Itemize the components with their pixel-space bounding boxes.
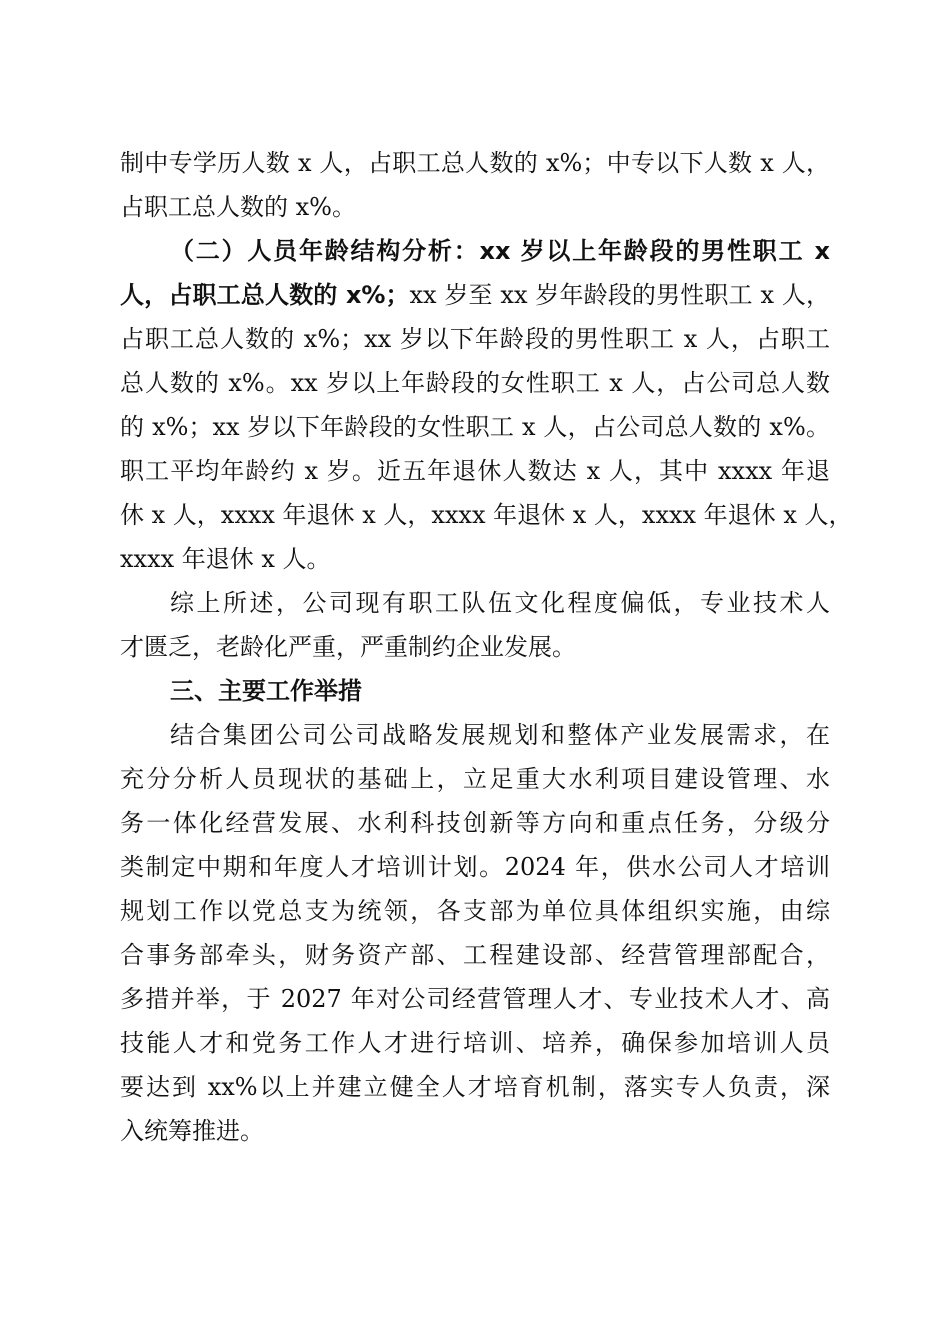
- text-line: 结合集团公司公司战略发展规划和整体产业发展需求，在: [170, 721, 830, 749]
- text-line: 综上所述，公司现有职工队伍文化程度偏低，专业技术人: [170, 589, 830, 617]
- section-subheading-line: （二）人员年龄结构分析：xx 岁以上年龄段的男性职工 x: [170, 237, 830, 265]
- text-line: 要达到 xx%以上并建立健全人才培育机制，落实专人负责，深: [120, 1073, 830, 1101]
- text-line: 占职工总人数的 x%；xx 岁以下年龄段的男性职工 x 人，占职工: [120, 325, 830, 353]
- text-line: 务一体化经营发展、水利科技创新等方向和重点任务，分级分: [120, 809, 830, 837]
- text-line: 合事务部牵头，财务资产部、工程建设部、经营管理部配合，: [120, 941, 830, 969]
- text-line: 休 x 人，xxxx 年退休 x 人，xxxx 年退休 x 人，xxxx 年退休 x 人，: [120, 501, 853, 529]
- text-line: 充分分析人员现状的基础上，立足重大水利项目建设管理、水: [120, 765, 830, 793]
- text-line: 技能人才和党务工作人才进行培训、培养，确保参加培训人员: [120, 1029, 830, 1057]
- text-line: 入统筹推进。: [120, 1117, 264, 1145]
- text-line: 职工平均年龄约 x 岁。近五年退休人数达 x 人，其中 xxxx 年退: [120, 457, 830, 485]
- subheading-continuation: 人，占职工总人数的 x%；: [120, 281, 410, 309]
- text-line: 总人数的 x%。xx 岁以上年龄段的女性职工 x 人，占公司总人数: [120, 369, 830, 397]
- text-line: [120, 278, 830, 312]
- text-line: 制中专学历人数 x 人，占职工总人数的 x%；中专以下人数 x 人，: [120, 149, 830, 177]
- text-line: 多措并举，于 2027 年对公司经营管理人才、专业技术人才、高: [120, 985, 830, 1013]
- text-span: xx 岁至 xx 岁年龄段的男性职工 x 人，: [409, 281, 830, 309]
- text-line: 类制定中期和年度人才培训计划。2024 年，供水公司人才培训: [120, 853, 830, 881]
- text-line: 的 x%；xx 岁以下年龄段的女性职工 x 人，占公司总人数的 x%。: [120, 413, 830, 441]
- text-line: 规划工作以党总支为统领，各支部为单位具体组织实施，由综: [120, 897, 830, 925]
- text-line: 才匮乏，老龄化严重，严重制约企业发展。: [120, 633, 576, 661]
- text-line: xxxx 年退休 x 人。: [120, 545, 331, 573]
- text-line: 占职工总人数的 x%。: [120, 193, 356, 221]
- section-heading: 三、主要工作举措: [170, 677, 362, 705]
